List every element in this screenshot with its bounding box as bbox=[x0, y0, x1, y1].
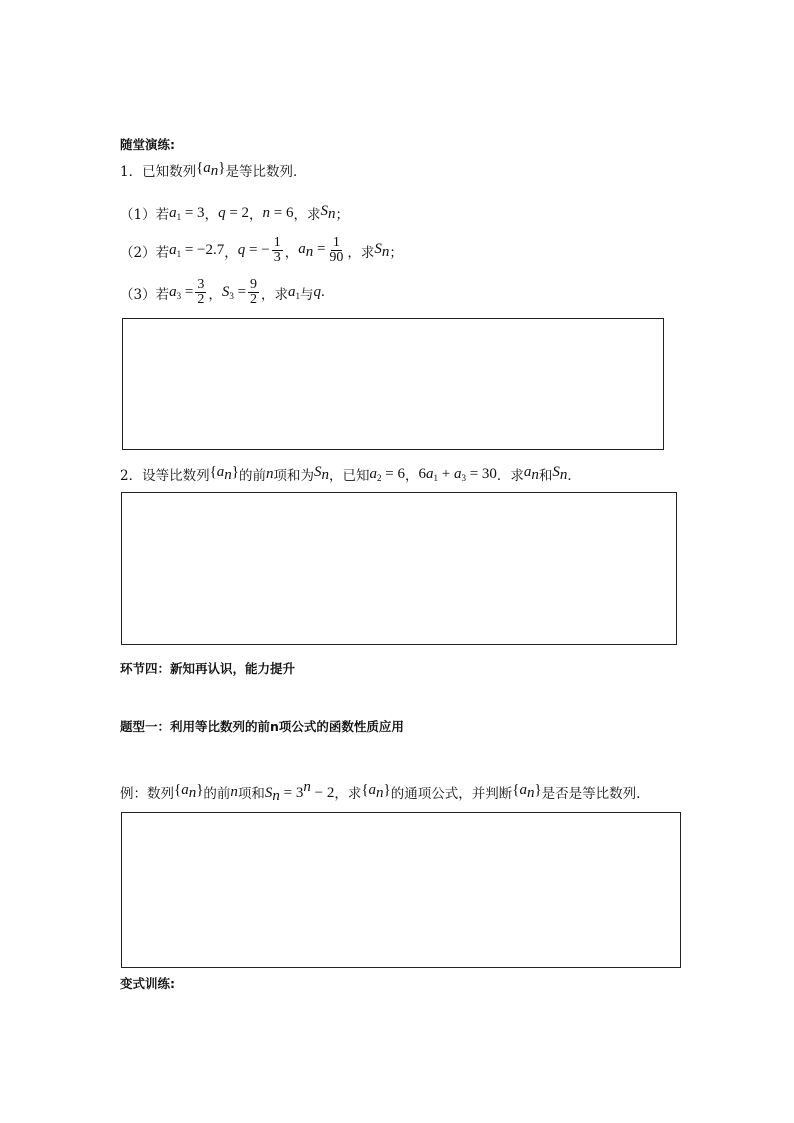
answer-box-1[interactable] bbox=[122, 318, 664, 450]
formula: $a_1 = 3$ bbox=[169, 204, 205, 222]
fraction: $\frac{1}{3}$ bbox=[273, 235, 281, 265]
question-1: 1． 已知数列 $\{a_n\}$ 是等比数列． bbox=[120, 160, 307, 180]
practice-heading: 随堂演练: bbox=[120, 137, 175, 152]
question-2: 2． 设等比数列 $\{a_n\}$ 的前 n 项和为 $S_n$ ，已知 $a_2 = 6$ ， $6a_1 + a_3 = 30$ ．求 $a_n$ 和 $S_n$ ． bbox=[120, 464, 581, 484]
fraction: $\frac{9}{2}$ bbox=[250, 277, 258, 307]
fraction: $\frac{1}{90}$ bbox=[329, 235, 344, 265]
example-problem: 例：数列 $\{a_n\}$ 的前 n 项和 $S_n = 3^n - 2$ ，求 $\{a_n\}$ 的通项公式，并判断 $\{a_n\}$ 是否是等比数列. bbox=[120, 779, 641, 804]
question-1-part-2: （2）若 $a_1 = -2.7$ ， q = − $\frac{1}{3}$ ， $a_n$ = $\frac{1}{90}$ ，求 $S_n$ ； bbox=[120, 235, 403, 265]
answer-box-2[interactable] bbox=[121, 492, 677, 645]
stage4-heading: 环节四：新知再认识，能力提升 bbox=[120, 661, 296, 676]
answer-box-example[interactable] bbox=[121, 812, 681, 968]
question-1-part-3: （3）若 $a_3$ = $\frac{3}{2}$ ， $S_3$ = $\frac{9}{2}$ ，求 $a_1$ 与 q. bbox=[120, 277, 325, 307]
variation-heading: 变式训练: bbox=[120, 976, 175, 991]
type1-heading: 题型一：利用等比数列的前n项公式的函数性质应用 bbox=[120, 719, 404, 734]
question-number: 2． bbox=[120, 468, 143, 484]
fraction: $\frac{3}{2}$ bbox=[197, 277, 205, 307]
question-number: 1． bbox=[120, 164, 143, 180]
question-1-part-1: （1）若 $a_1 = 3$ ， q = 2 ， n = 6 ，求 $S_n$ ； bbox=[120, 203, 349, 223]
